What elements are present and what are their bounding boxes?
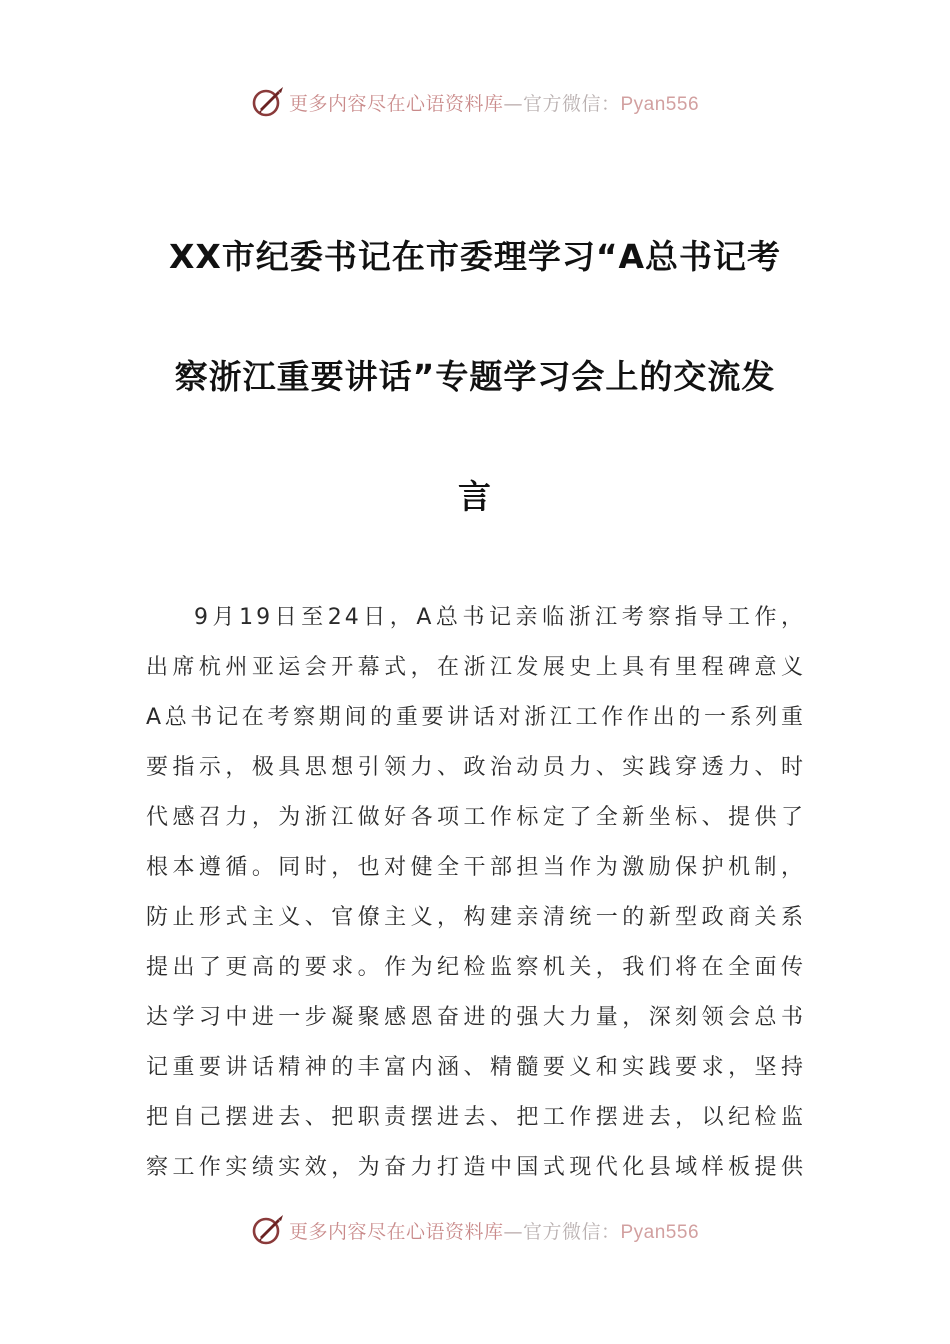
body-line: 记重要讲话精神的丰富内涵、精髓要义和实践要求，坚持 [146,1055,806,1080]
watermark-dash: — [503,1220,523,1243]
body-line: 要指示，极具思想引领力、政治动员力、实践穿透力、时 [146,755,806,780]
watermark-wechat-id: Pyan556 [620,1221,700,1243]
body-line: 达学习中进一步凝聚感恩奋进的强大力量，深刻领会总书 [146,1005,806,1030]
watermark-dash: — [503,92,523,115]
title-line-1: XX市纪委书记在市委理学习“A总书记考 [168,237,782,276]
body-line: 代感召力，为浙江做好各项工作标定了全新坐标、提供了 [146,805,806,830]
title-line-3: 言 [458,477,492,516]
body-line: 防止形式主义、官僚主义，构建亲清统一的新型政商关系 [146,905,806,930]
body-line: 把自己摆进去、把职责摆进去、把工作摆进去，以纪检监 [146,1105,806,1130]
body-line: 提出了更高的要求。作为纪检监察机关，我们将在全面传 [146,955,806,980]
watermark-wechat-label: 官方微信： [522,1220,621,1243]
body-line: 察工作实绩实效，为奋力打造中国式现代化县域样板提供 [146,1155,806,1180]
body-line: 出席杭州亚运会开幕式，在浙江发展史上具有里程碑意义 [146,655,806,680]
watermark-main-text: 更多内容尽在心语资料库 [288,92,504,115]
watermark-banner-bottom [0,1210,950,1250]
title-line-2: 察浙江重要讲话”专题学习会上的交流发 [174,357,776,396]
watermark-wechat-id: Pyan556 [620,93,700,115]
watermark-text [289,1217,699,1244]
body-line: 9月19日至24日，A总书记亲临浙江考察指导工作， [194,605,806,630]
watermark-banner-top [0,82,950,122]
watermark-text [289,89,699,116]
body-line: 根本遵循。同时，也对健全干部担当作为激励保护机制， [146,855,806,880]
quill-logo-icon [251,1213,285,1247]
watermark-wechat-label: 官方微信： [522,92,621,115]
document-title [150,197,800,557]
body-line: A总书记在考察期间的重要讲话对浙江工作作出的一系列重 [146,705,806,730]
quill-logo-icon [251,85,285,119]
watermark-main-text: 更多内容尽在心语资料库 [288,1220,504,1243]
body-paragraph [146,593,806,1193]
